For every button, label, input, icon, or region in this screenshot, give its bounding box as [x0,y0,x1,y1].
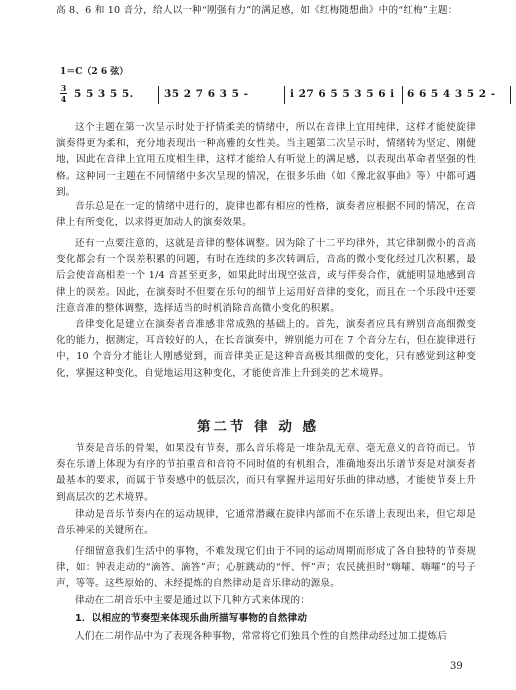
paragraph-intro-continuation: 高 8、6 和 10 音分，给人以一种“刚强有力”的满足感，如《红梅随想曲》中的“红梅”主题： [56,5,458,16]
paragraph-works-expression: 人们在二胡作品中为了表现各种事物，常常将它们独具个性的自然律动经过加工提炼后 [75,631,448,642]
paragraph-intonation-sense: 音律变化是建立在演奏者音准感非常成熟的基础上的。首先，演奏者应具有辨别音高细微变化的能力，据测定，耳音较好的人，在长音演奏中，辨别能力可在 7 个音分左右，但在旋律进行中，10 个音分才能让人刚感觉到，而音律美正是这种音高极其细微的变化，只有感觉到这种变化，掌握这种变化，自觉地运用这种变化，才能使音准上升到美的艺术境界。 [56,319,476,379]
score-measure-1: 5 5 3 5 5. [74,88,134,100]
subsection-title: 1．以相应的节奏型来体现乐曲所描写事物的自然律动 [75,613,308,624]
paragraph-natural-rhythms: 仔细留意我们生活中的事物，不难发现它们由于不同的运动周期而形成了各自独特的节奏规律，如：钟表走动的“滴答、滴答”声；心脏跳动的“怦、怦”声；农民挑担时“嗨嚯、嗨嚯”的号子声，等等。这些原始的、未经提炼的自然律动是音乐律动的源泉。 [56,546,476,590]
time-signature-bottom: 4 [60,94,67,104]
paragraph-overall-adjustment: 还有一点要注意的，这就是音律的整体调整。因为除了十二平均律外，其它律制微小的音高变化都会有一个误差积累的问题，有时在连续的多次转调后，音高的微小变化经过几次积累，最后会使音高相差一个 1/4 音甚至更多，如果此时出现空弦音，或与伴奏合作，就能明显地感到音律上的误差。因此，在演奏时不但要在乐句的细节上运用好音律的变化，而且在一个乐段中还要注意音准的整体调整，选择适当的时机消除音高微小变化的积累。 [56,238,476,314]
paragraph-pulse-definition: 律动是音乐节奏内在的运动规律，它通常潜藏在旋律内部而不在乐谱上表现出来，但它却是音乐神采的关键所在。 [56,509,476,537]
score-measure-4: 6 6 5 4 3 5 2 - [407,88,496,100]
paragraph-rhythm-skeleton: 节奏是音乐的骨架，如果没有节奏，那么音乐将是一堆杂乱无章、毫无意义的音符而已。节奏在乐谱上体现为有序的节拍重音和音符不同时值的有机组合，准确地奏出乐谱节奏是对演奏者最基本的要求，而属于节奏感中的低层次，而只有掌握并运用好乐曲的律动感，才能使节奏上升到高层次的艺术境界。 [56,443,476,503]
score-measure-2: 3̇5 2 7 6 3 5 - [164,88,249,100]
section-heading: 第二节 律 动 感 [196,419,320,435]
time-signature-top: 3 [60,83,67,93]
time-signature [60,84,67,103]
barline [510,86,511,104]
music-score-excerpt [58,83,496,114]
paragraph-melody-character: 音乐总是在一定的情绪中进行的，旋律也都有相应的性格，演奏者应根据不同的情况，在音律上有所变化，以求得更加动人的演奏效果。 [56,201,476,229]
barline [402,86,403,104]
score-measure-3: i 2̇7 6 5 5 3 5 6 i [290,88,395,100]
score-key-signature: 1＝C（2 6 弦） [60,67,129,77]
barline [158,86,159,104]
page-number: 39 [450,661,463,672]
barline [284,86,285,104]
paragraph-pulse-methods: 律动在二胡音乐中主要是通过以下几种方式来体现的： [75,595,311,606]
paragraph-theme-analysis: 这个主题在第一次呈示时处于抒情柔美的情绪中，所以在音律上宜用纯律，这样才能使旋律演奏得更为柔和，充分地表现出一种高雅的女性美。当主题第二次呈示时，情绪转为坚定、刚健地，因此在音律上宜用五度相生律，这样才能给人有听觉上的满足感，以表现出革命者坚强的性格。这种同一主题在不同情绪中多次呈现的情况，在很多乐曲（如《豫北叙事曲》等）中都可遇到。 [56,122,476,198]
